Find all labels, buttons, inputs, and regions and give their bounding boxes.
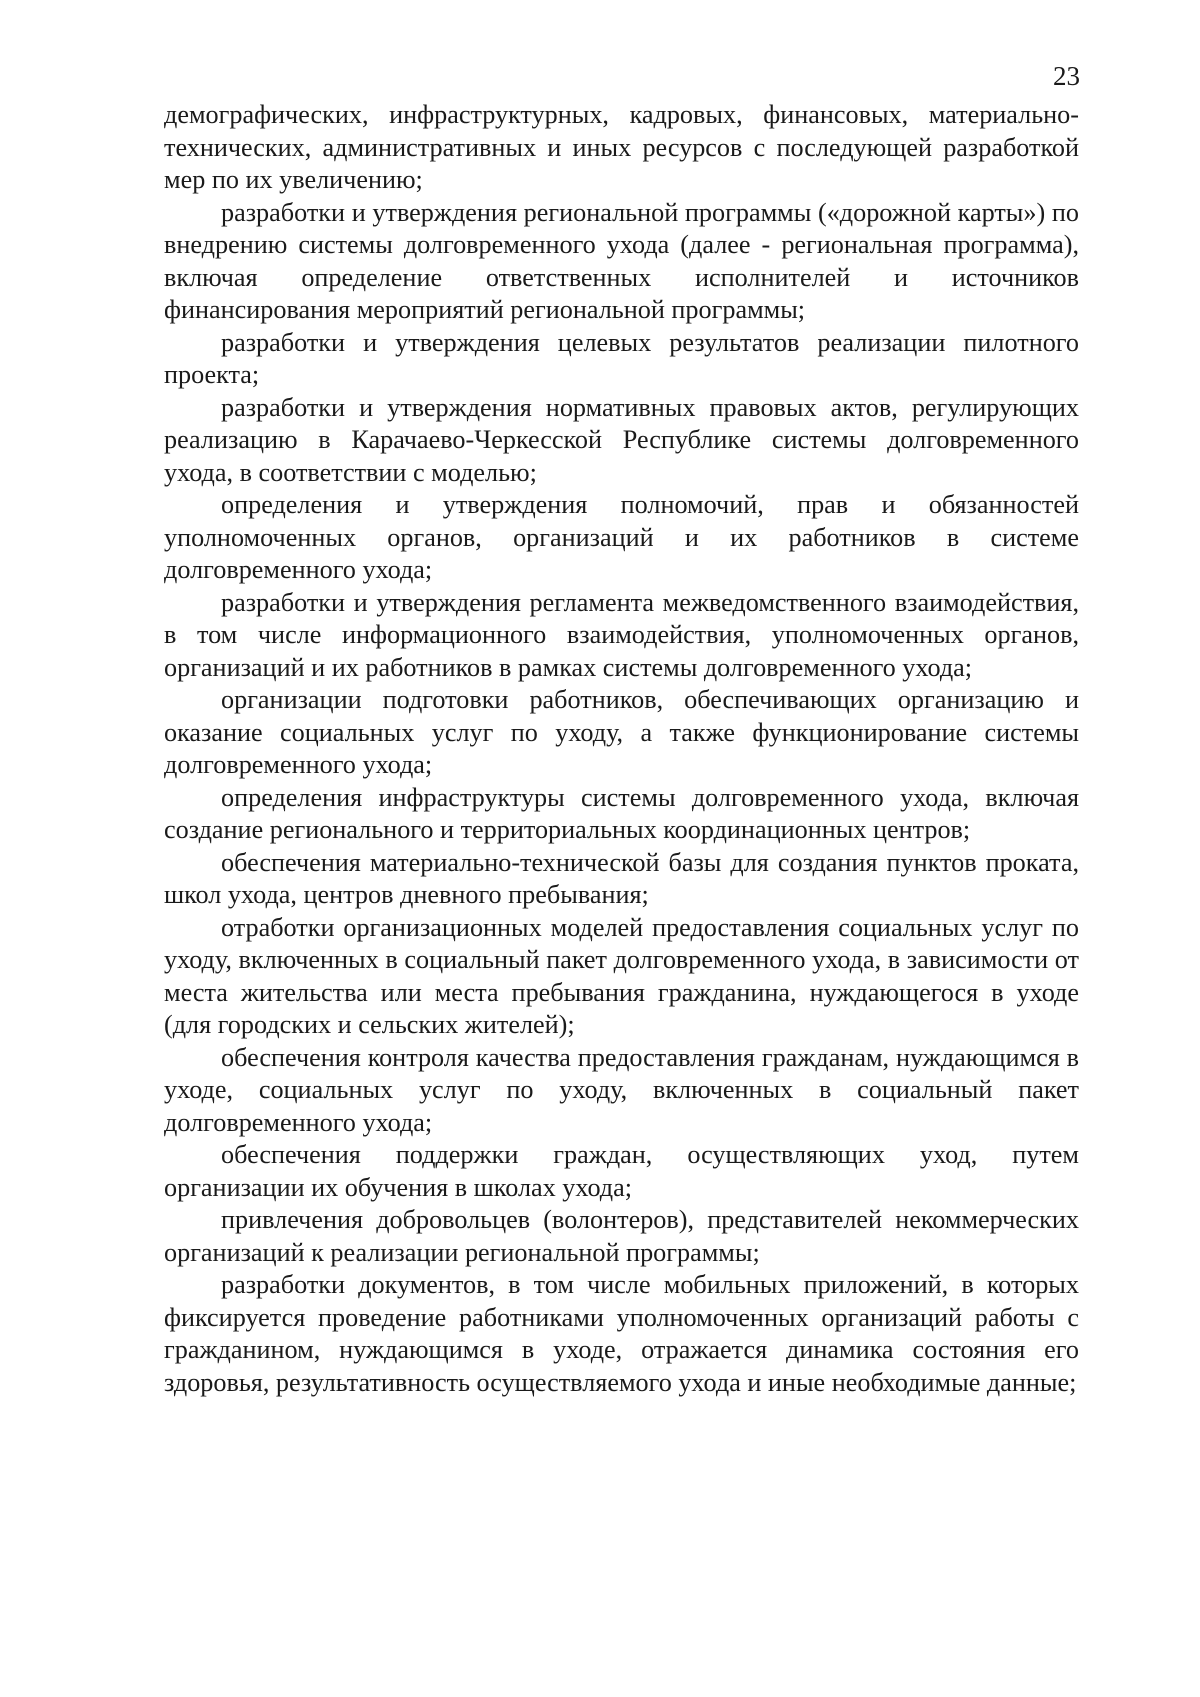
paragraph: определения и утверждения полномочий, прав и обязанностей уполномоченных органов, организаций и их работников в системе долговременного ухода; — [164, 490, 1079, 584]
paragraph: разработки и утверждения регламента межведомственного взаимодействия, в том числе информационного взаимодействия, уполномоченных органов, организаций и их работников в рамках системы долговременного ухода; — [164, 587, 1079, 682]
page-number: 23 — [1053, 61, 1080, 91]
paragraph: разработки и утверждения целевых результатов реализации пилотного проекта; — [164, 327, 1079, 389]
paragraph: обеспечения поддержки граждан, осуществляющих уход, путем организации их обучения в школах ухода; — [164, 1140, 1079, 1202]
paragraph: определения инфраструктуры системы долговременного ухода, включая создание регионального и территориальных координационных центров; — [164, 782, 1079, 844]
paragraph: разработки документов, в том числе мобильных приложений, в которых фиксируется проведение работниками уполномоченных организаций работы с гражданином, нуждающимся в уходе, отражается динамика состояния его здоровья, результативность осуществляемого ухода и иные необходимые данные; — [164, 1270, 1079, 1397]
paragraph: обеспечения материально-технической базы для создания пунктов проката, школ ухода, центров дневного пребывания; — [164, 847, 1079, 909]
paragraph: отработки организационных моделей предоставления социальных услуг по уходу, включенных в социальный пакет долговременного ухода, в зависимости от места жительства или места пребывания гражданина, нуждающегося в уходе (для городских и сельских жителей); — [164, 912, 1079, 1039]
paragraph: организации подготовки работников, обеспечивающих организацию и оказание социальных услуг по уходу, а также функционирование системы долговременного ухода; — [164, 685, 1079, 779]
paragraph: обеспечения контроля качества предоставления гражданам, нуждающимся в уходе, социальных услуг по уходу, включенных в социальный пакет долговременного ухода; — [164, 1042, 1079, 1137]
paragraph: разработки и утверждения нормативных правовых актов, регулирующих реализацию в Карачаево-Черкесской Республике системы долговременного ухода, в соответствии с моделью; — [164, 392, 1079, 487]
document-body — [164, 99, 1079, 1399]
paragraph-continuation: демографических, инфраструктурных, кадровых, финансовых, материально-технических, административных и иных ресурсов с последующей разработкой мер по их увеличению; — [164, 100, 1079, 194]
paragraph: привлечения добровольцев (волонтеров), представителей некоммерческих организаций к реализации региональной программы; — [164, 1205, 1079, 1267]
paragraph: разработки и утверждения региональной программы («дорожной карты») по внедрению системы долговременного ухода (далее - региональная программа), включая определение ответственных исполнителей и источников финансирования мероприятий региональной программы; — [164, 197, 1079, 324]
